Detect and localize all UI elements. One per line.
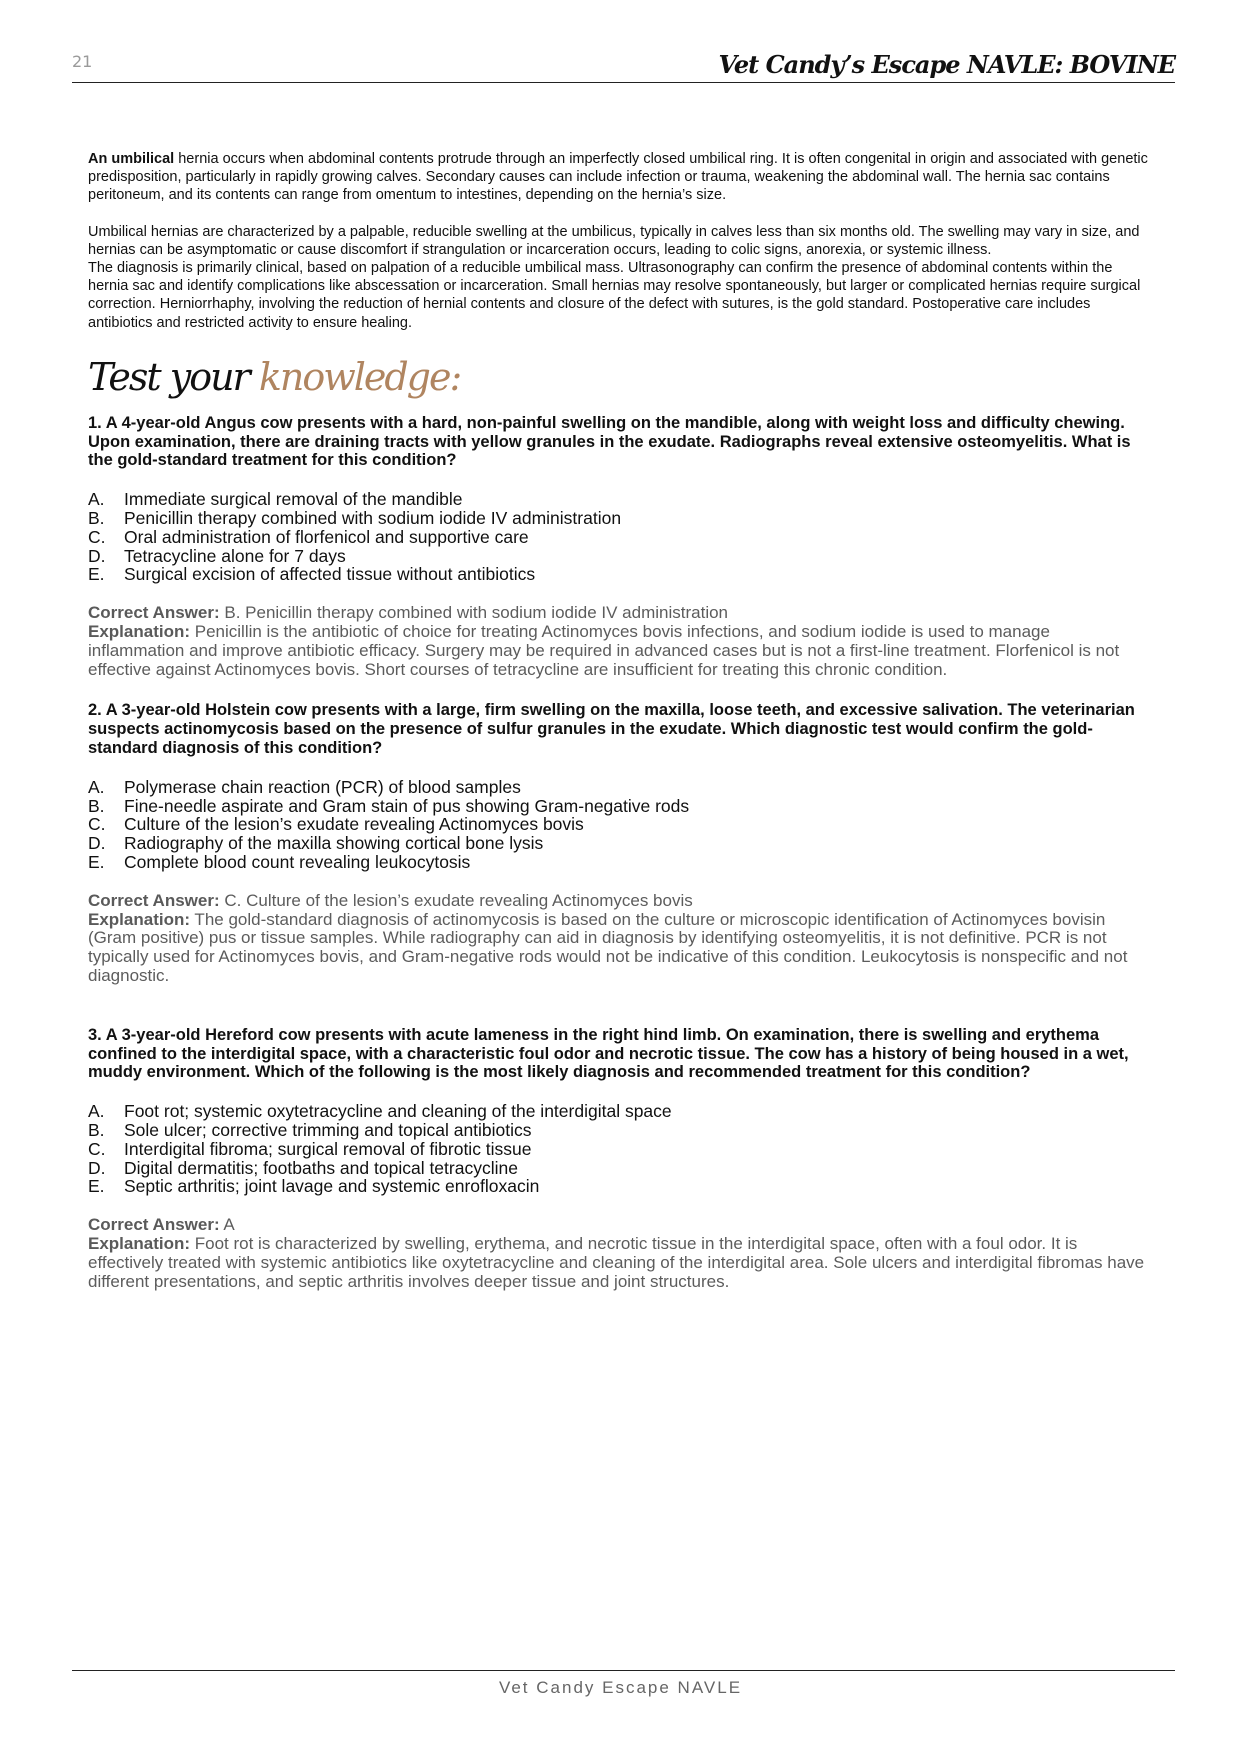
question-text: 1. A 4-year-old Angus cow presents with a hard, non-painful swelling on the mandible, along with weight loss and difficulty chewing. Upon examination, there are draining tracts with yellow granules in the exudate. Radiographs reveal extensive osteomyelitis. What is the gold-standard treatment for this condition? (88, 413, 1131, 470)
explanation-label: Explanation: (88, 622, 191, 641)
correct-answer-value: C. Culture of the lesion’s exudate revealing Actinomyces bovis (219, 890, 693, 910)
question-text: 2. A 3-year-old Holstein cow presents with a large, firm swelling on the maxilla, loose teeth, and excessive salivation. The veterinarian suspects actinomycosis based on the presence of sulfur granules in the exudate. Which diagnostic test would confirm the gold-standard diagnosis of this condition? (88, 701, 1135, 757)
option-text: Culture of the lesion’s exudate revealing Actinomyces bovis (124, 814, 584, 835)
correct-answer (88, 892, 1150, 911)
correct-answer-label: Correct Answer: (88, 1215, 220, 1235)
option-letter: B. (88, 1119, 105, 1140)
option-e (88, 1177, 1150, 1196)
option-text: Polymerase chain reaction (PCR) of blood samples (124, 776, 521, 797)
option-text: Foot rot; systemic oxytetracycline and cleaning of the interdigital space (124, 1101, 672, 1122)
answer-options (88, 1102, 1150, 1196)
option-text: Penicillin therapy combined with sodium iodide IV administration (124, 508, 622, 529)
option-letter: D. (88, 833, 106, 854)
option-letter: C. (88, 814, 106, 835)
intro-paragraph-3: The diagnosis is primarily clinical, based on palpation of a reducible umbilical mass. Ultrasonography can confirm the presence of abdominal contents within the hernia sac and identify complications like abscessation or incarceration. Small hernias may resolve spontaneously, but larger or complicated hernias require surgical correction. Herniorrhaphy, involving the reduction of hernial contents and closure of the defect with sutures, is the gold standard. Postoperative care includes antibiotics and restricted activity to ensure healing. (88, 260, 1141, 331)
explanation-label: Explanation: (88, 1233, 191, 1253)
header-divider (72, 82, 1175, 83)
option-d (88, 834, 1150, 853)
explanation (88, 623, 1150, 679)
option-b (88, 509, 1150, 528)
correct-answer (88, 604, 1150, 623)
answer-options (88, 778, 1150, 872)
explanation (88, 1235, 1150, 1291)
question-block-2 (88, 701, 1150, 985)
option-letter: B. (88, 795, 105, 816)
correct-answer-value: A (219, 1215, 235, 1235)
option-text: Fine-needle aspirate and Gram stain of pus showing Gram-negative rods (124, 795, 690, 816)
quiz-heading-accent: knowledge: (258, 354, 461, 399)
option-letter: D. (88, 545, 106, 566)
answer-explanation (88, 892, 1150, 986)
quiz-heading-main: Test your (88, 354, 259, 399)
intro-term: An umbilical (88, 151, 175, 167)
explanation-text: Penicillin is the antibiotic of choice for treating Actinomyces bovis infections, and sodium iodide is used to manage inflammation and improve antibiotic efficacy. Surgery may be required in advanced cases but is not a first-line treatment. Florfenicol is not effective against Actinomyces bovis. Short courses of tetracycline are insufficient for treating this chronic condition. (88, 622, 1120, 679)
option-b (88, 797, 1150, 816)
option-letter: E. (88, 1176, 105, 1197)
option-a (88, 490, 1150, 509)
option-text: Sole ulcer; corrective trimming and topical antibiotics (124, 1119, 532, 1140)
option-letter: C. (88, 1138, 106, 1159)
footer-text: Vet Candy Escape NAVLE (498, 1678, 743, 1697)
option-a (88, 1102, 1150, 1121)
page-content (88, 150, 1150, 1291)
option-letter: B. (88, 508, 105, 529)
running-header-title: Vet Candy’s Escape NAVLE: BOVINE (718, 50, 1175, 79)
option-text: Complete blood count revealing leukocytosis (124, 851, 471, 872)
option-c (88, 528, 1150, 547)
option-letter: E. (88, 564, 105, 585)
option-text: Surgical excision of affected tissue without antibiotics (124, 564, 536, 585)
option-letter: A. (88, 489, 105, 510)
option-letter: C. (88, 526, 106, 547)
question-text: 3. A 3-year-old Hereford cow presents with acute lameness in the right hind limb. On examination, there is swelling and erythema confined to the interdigital space, with a characteristic foul odor and necrotic tissue. The cow has a history of being housed in a wet, muddy environment. Which of the following is the most likely diagnosis and recommended treatment for this condition? (88, 1025, 1129, 1082)
page-number: 21 (72, 52, 93, 71)
option-text: Digital dermatitis; footbaths and topical tetracycline (124, 1157, 518, 1178)
question-block-3 (88, 1026, 1150, 1292)
correct-answer-label: Correct Answer: (88, 603, 220, 623)
option-letter: D. (88, 1157, 106, 1178)
explanation-text: The gold-standard diagnosis of actinomycosis is based on the culture or microscopic identification of Actinomyces bovisin (Gram positive) pus or tissue samples. While radiography can aid in diagnosis by identifying osteomyelitis, it is not definitive. PCR is not typically used for Actinomyces bovis, and Gram-negative rods would not be indicative of this condition. Leukocytosis is nonspecific and not diagnostic. (88, 909, 1128, 985)
option-c (88, 815, 1150, 834)
option-d (88, 1159, 1150, 1178)
intro-p1-text: hernia occurs when abdominal contents protrude through an imperfectly closed umbilical ring. It is often congenital in origin and associated with genetic predisposition, particularly in rapidly growing calves. Secondary causes can include infection or trauma, weakening the abdominal wall. The hernia sac contains peritoneum, and its contents can range from omentum to intestines, depending on the hernia’s size. (88, 151, 1148, 204)
option-text: Tetracycline alone for 7 days (124, 545, 346, 566)
option-letter: A. (88, 1101, 105, 1122)
option-text: Septic arthritis; joint lavage and systemic enrofloxacin (124, 1176, 540, 1197)
answer-options (88, 490, 1150, 584)
option-b (88, 1121, 1150, 1140)
explanation-text: Foot rot is characterized by swelling, erythema, and necrotic tissue in the interdigital space, often with a foul odor. It is effectively treated with systemic antibiotics like oxytetracycline and cleaning of the interdigital area. Sole ulcers and interdigital fibromas have different presentations, and septic arthritis involves deeper tissue and joint structures. (88, 1233, 1145, 1291)
option-letter: A. (88, 776, 105, 797)
option-c (88, 1140, 1150, 1159)
answer-explanation (88, 604, 1150, 679)
option-text: Oral administration of florfenicol and supportive care (124, 526, 529, 547)
option-letter: E. (88, 851, 105, 872)
correct-answer-value: B. Penicillin therapy combined with sodium iodide IV administration (219, 603, 729, 623)
explanation (88, 911, 1150, 986)
option-d (88, 547, 1150, 566)
option-e (88, 853, 1150, 872)
option-a (88, 778, 1150, 797)
intro-paragraph-1 (88, 150, 1150, 205)
footer-divider (72, 1670, 1175, 1671)
intro-paragraph-2: Umbilical hernias are characterized by a palpable, reducible swelling at the umbilicus, typically in calves less than six months old. The swelling may vary in size, and hernias can be asymptomatic or cause discomfort if strangulation or incarceration occurs, leading to colic signs, anorexia, or systemic illness. (88, 223, 1140, 258)
quiz-heading (88, 354, 1150, 400)
answer-explanation (88, 1216, 1150, 1291)
correct-answer-label: Correct Answer: (88, 890, 220, 910)
option-e (88, 565, 1150, 584)
explanation-label: Explanation: (88, 909, 191, 929)
option-text: Radiography of the maxilla showing cortical bone lysis (124, 833, 544, 854)
option-text: Immediate surgical removal of the mandible (124, 489, 463, 510)
intro-section (88, 150, 1150, 332)
question-block-1 (88, 414, 1150, 680)
option-text: Interdigital fibroma; surgical removal of fibrotic tissue (124, 1138, 532, 1159)
correct-answer (88, 1216, 1150, 1235)
